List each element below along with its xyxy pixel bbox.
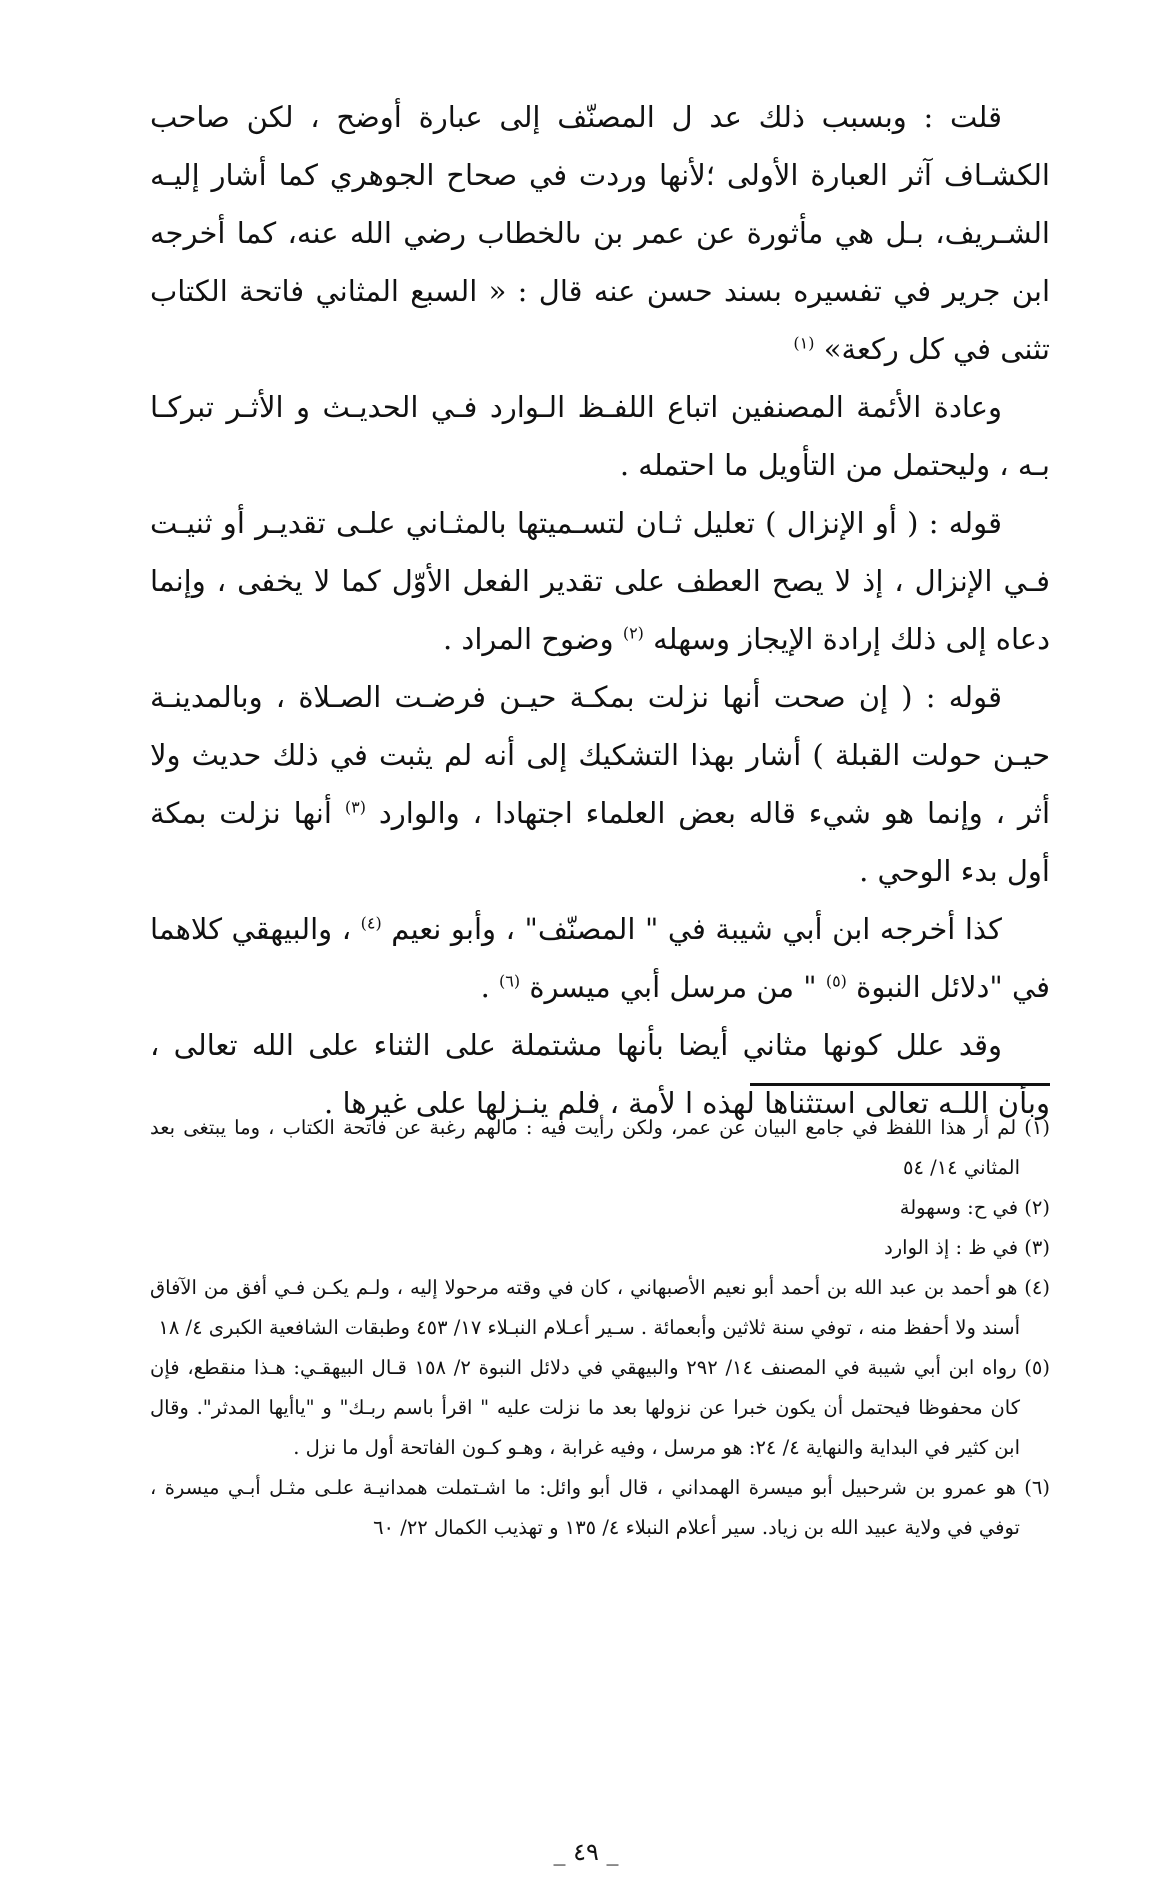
footnote-2: (٢) في ح: وسهولة — [899, 1196, 1050, 1219]
page-number: _ ٤٩ _ — [553, 1838, 619, 1866]
paragraph — [150, 668, 1050, 900]
footnote-4: (٤) هو أحمد بن عبد الله بن أحمد أبو نعيم الأصبهاني ، كان في وقته مرحولا إليه ، ولـم يكـن فـي أفق من الآفاق أسند ولا أحفظ منه ، توفي سنة ثلاثين وأبعمائة . سـير أعـلام النبـلاء ١٧/ ٤٥٣ وطبقات الشافعية الكبرى ٤/ ١٨ — [150, 1276, 1050, 1339]
footnotes — [150, 1108, 1050, 1548]
footnote-divider — [750, 1083, 1050, 1086]
paragraph-text: قوله : ( إن صحت أنها نزلت بمكـة حيـن فرضـت الصـلاة ، وبالمدينـة حيـن حولت القبلة ) أشار بهذا التشكيك إلى أنه لم يثبت في ذلك حديث ولا أثر ، وإنما هو شيء قاله بعض العلماء اجتهادا ، والوارد — [150, 680, 1051, 830]
footnote-ref: (١) — [793, 333, 815, 353]
footnote-6: (٦) هو عمرو بن شرحبيل أبو ميسرة الهمداني ، قال أبو وائل: ما اشـتملت همدانيـة علـى مثـل أبـي ميسرة ، توفي في ولاية عبيد الله بن زياد. سير أعلام النبلاء ٤/ ١٣٥ و تهذيب الكمال ٢٢/ ٦٠ — [150, 1476, 1050, 1539]
footnote-1: (١) لم أر هذا اللفظ في جامع البيان عن عمر، ولكن رأيت فيه : مالهم رغبة عن فاتحة الكتاب ، وما يبتغى بعد المثاني ١٤/ ٥٤ — [150, 1116, 1050, 1179]
paragraph-text: . — [480, 970, 490, 1004]
paragraph-text: قلت : وبسبب ذلك عد ل المصنّف إلى عبارة أوضح ، لكن صاحب الكشـاف آثر العبارة الأولى ؛لأنها وردت في صحاح الجوهري كما أشار إليـه الشـريف، بـل هي مأثورة عن عمر بن ىالخطاب رضي الله عنه، كما أخرجه ابن جرير في تفسيره بسند حسن عنه قال : « السبع المثاني فاتحة الكتاب تثنى في كل ركعة» — [150, 100, 1050, 366]
paragraph — [150, 88, 1050, 378]
paragraph — [150, 494, 1050, 668]
paragraph-text: كذا أخرجه ابن أبي شيبة في " المصنّف" ، وأبو نعيم — [391, 912, 1002, 946]
paragraph-text: وقد علل كونها مثاني أيضا بأنها مشتملة على الثناء على الله تعالى ، وبأن اللـه تعالى استثناها لهذه ا لأمة ، فلم ينـزلها على غيرها . — [150, 1028, 1050, 1120]
paragraph-text: قوله : ( أو الإنزال ) تعليل ثـان لتسـميتها بالمثـاني علـى تقديـر أو ثنيـت فـي الإنزال ، إذ لا يصح العطف على تقدير الفعل الأوّل كما لا يخفى ، وإنما دعاه إلى ذلك إرادة الإيجاز وسهله — [150, 506, 1050, 656]
footnote-3: (٣) في ظ : إذ الوارد — [884, 1236, 1050, 1259]
paragraph-text: أنها نزلت بمكة أول بدء الوحي . — [150, 796, 1050, 888]
footnote-ref: (٣) — [344, 797, 366, 817]
paragraph-text: ، والبيهقي كلاهما في "دلائل النبوة — [150, 912, 1050, 1004]
main-text — [150, 88, 1050, 1132]
paragraph — [150, 378, 1050, 494]
footnote-ref: (٢) — [622, 623, 644, 643]
footnote-ref: (٤) — [360, 913, 382, 933]
footnote-ref: (٥) — [825, 971, 847, 991]
footnote-5: (٥) رواه ابن أبي شيبة في المصنف ١٤/ ٢٩٢ والبيهقي في دلائل النبوة ٢/ ١٥٨ قـال البيهقـي: هـذا منقطع، فإن كان محفوظا فيحتمل أن يكون خبرا عن نزولها بعد ما نزلت عليه " اقرأ باسم ربـك" و "ياأيها المدثر". وقال ابن كثير في البداية والنهاية ٤/ ٢٤: هو مرسل ، وفيه غرابة ، وهـو كـون الفاتحة أول ما نزل . — [150, 1356, 1051, 1459]
paragraph-text: وضوح المراد . — [442, 622, 614, 656]
paragraph-text: " من مرسل أبي ميسرة — [529, 970, 817, 1004]
footnote-ref: (٦) — [499, 971, 521, 991]
paragraph — [150, 900, 1050, 1016]
paragraph-text: وعادة الأئمة المصنفين اتباع اللفـظ الـوارد فـي الحديـث و الأثـر تبركـا بـه ، وليحتمل من التأويل ما احتمله . — [150, 390, 1050, 482]
